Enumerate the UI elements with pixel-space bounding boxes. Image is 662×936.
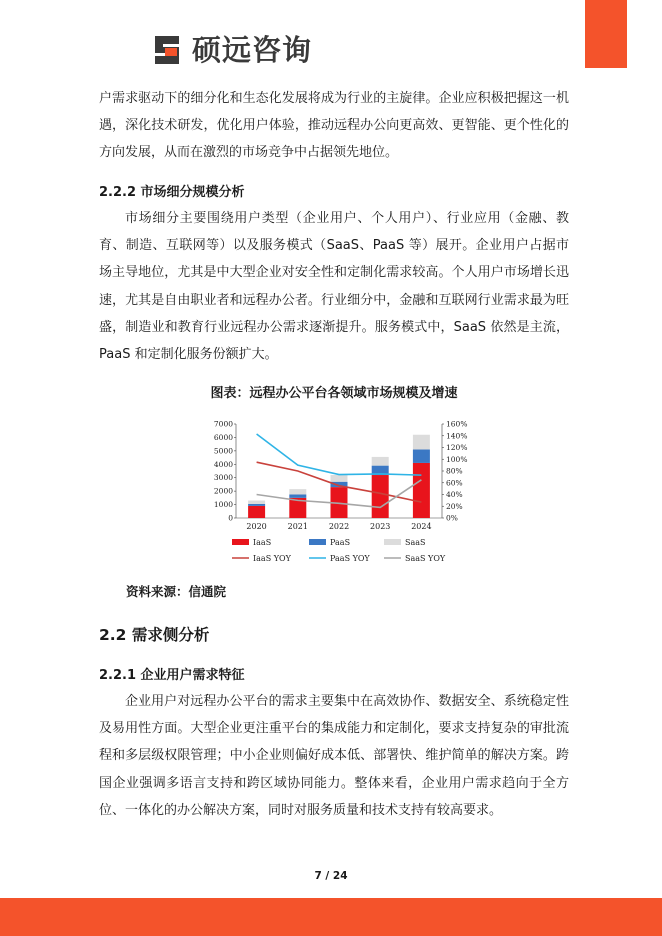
segment-paragraph-block <box>99 205 569 368</box>
right-tick-label: 120% <box>446 443 468 452</box>
legend-swatch-paas <box>309 539 326 545</box>
left-tick-label: 0 <box>228 513 233 523</box>
left-tick-label: 7000 <box>213 419 233 429</box>
market-size-chart <box>204 412 474 570</box>
bar-paas-2021 <box>289 495 306 498</box>
legend-label-saas: SaaS <box>405 538 426 547</box>
legend-label-iaas-yoy: IaaS YOY <box>253 554 291 563</box>
enterprise-paragraph: 企业用户对远程办公平台的需求主要集中在高效协作、数据安全、系统稳定性及易用性方面。大型企业更注重平台的集成能力和定制化，要求支持复杂的审批流程和多层级权限管理；中小企业则偏好成本低、部署快、维护简单的解决方案。跨国企业强调多语言支持和跨区域协同能力。整体来看，企业用户需求趋向于全方位、一体化的办公解决方案，同时对服务质量和技术支持有较高要求。 <box>99 694 569 818</box>
bar-saas-2020 <box>248 501 265 504</box>
x-tick-label: 2024 <box>411 522 432 531</box>
legend-swatch-iaas <box>232 539 249 545</box>
segment-heading: 2.2.2 市场细分规模分析 <box>99 185 245 200</box>
left-tick-label: 2000 <box>213 486 233 496</box>
x-tick-label: 2022 <box>328 522 350 531</box>
right-tick-label: 20% <box>446 501 463 511</box>
header-accent-block <box>585 0 627 68</box>
right-tick-label: 140% <box>446 431 468 441</box>
brand-logo <box>152 30 312 70</box>
legend-label-paas: PaaS <box>330 538 351 547</box>
enterprise-heading-block <box>99 666 569 686</box>
left-tick-label: 1000 <box>213 500 233 510</box>
demand-section-heading-block <box>99 624 569 646</box>
left-tick-label: 5000 <box>213 446 233 456</box>
bar-iaas-2023 <box>372 475 389 518</box>
figure-title: 图表：远程办公平台各领域市场规模及增速 <box>210 386 458 401</box>
left-tick-label: 6000 <box>213 432 233 442</box>
bar-iaas-2020 <box>248 506 265 518</box>
demand-section-heading: 2.2 需求侧分析 <box>99 626 210 644</box>
intro-paragraph: 户需求驱动下的细分化和生态化发展将成为行业的主旋律。企业应积极把握这一机遇，深化技术研发，优化用户体验，推动远程办公向更高效、更智能、更个性化的方向发展，从而在激烈的市场竞争中占据领先地位。 <box>99 91 569 161</box>
legend-label-paas-yoy: PaaS YOY <box>330 554 370 563</box>
page-number: 7 / 24 <box>314 870 348 882</box>
legend-swatch-saas <box>384 539 401 545</box>
left-tick-label: 4000 <box>213 459 233 469</box>
x-tick-label: 2023 <box>370 522 391 531</box>
legend-label-iaas: IaaS <box>253 538 272 547</box>
segment-heading-block <box>99 183 569 203</box>
footer-accent-bar <box>0 898 662 936</box>
legend-label-saas-yoy: SaaS YOY <box>405 554 446 563</box>
enterprise-paragraph-block <box>99 688 569 824</box>
brand-s-icon <box>152 33 186 67</box>
bar-saas-2023 <box>372 457 389 466</box>
bar-saas-2022 <box>331 475 348 482</box>
figure-source: 资料来源：信通院 <box>126 584 227 599</box>
intro-paragraph-block <box>99 85 569 167</box>
bar-iaas-2024 <box>413 463 430 518</box>
right-tick-label: 100% <box>446 454 468 464</box>
right-tick-label: 60% <box>446 478 463 488</box>
right-tick-label: 160% <box>446 419 468 429</box>
right-tick-label: 0% <box>446 513 458 523</box>
right-tick-label: 80% <box>446 466 463 476</box>
x-tick-label: 2020 <box>246 522 267 531</box>
bar-paas-2024 <box>413 450 430 463</box>
line-paas-yoy <box>257 434 422 475</box>
bar-saas-2021 <box>289 489 306 494</box>
enterprise-heading: 2.2.1 企业用户需求特征 <box>99 668 245 683</box>
right-tick-label: 40% <box>446 490 463 499</box>
bar-paas-2020 <box>248 504 265 506</box>
left-tick-label: 3000 <box>213 473 233 483</box>
brand-name: 硕远咨询 <box>192 33 313 67</box>
bar-saas-2024 <box>413 435 430 450</box>
x-tick-label: 2021 <box>287 522 308 531</box>
segment-paragraph: 市场细分主要围绕用户类型（企业用户、个人用户）、行业应用（金融、教育、制造、互联网等）以及服务模式（SaaS、PaaS 等）展开。企业用户占据市场主导地位，尤其是中大型企业对安全性和定制化需求较高。个人用户市场增长迅速，尤其是自由职业者和远程办公者。行业细分中，金融和互联网行业需求最为旺盛，制造业和教育行业远程办公需求逐渐提升。服务模式中，SaaS 依然是主流，PaaS 和定制化服务份额扩大。 <box>99 211 569 363</box>
